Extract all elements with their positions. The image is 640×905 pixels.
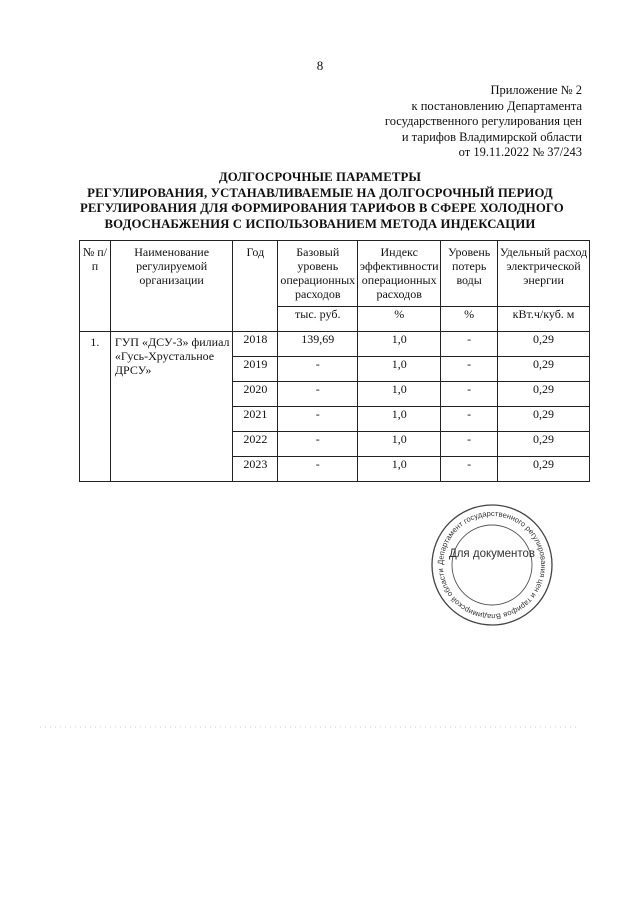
cell-index: 1,0 (358, 357, 441, 382)
unit-loss: % (441, 307, 498, 332)
cell-base: - (278, 407, 358, 432)
cell-energy: 0,29 (498, 432, 590, 457)
cell-year: 2022 (233, 432, 278, 457)
organization-name: ГУП «ДСУ-3» филиал «Гусь-Хрустальное ДРСУ» (110, 332, 233, 482)
cell-energy: 0,29 (498, 457, 590, 482)
stamp-seal-icon (430, 503, 554, 627)
header-year: Год (233, 241, 278, 332)
cell-index: 1,0 (358, 407, 441, 432)
header-base: Базовый уровень операционных расходов (278, 241, 358, 307)
cell-base: - (278, 457, 358, 482)
header-index: Индекс эффективности операционных расходов (358, 241, 441, 307)
cell-year: 2018 (233, 332, 278, 357)
cell-energy: 0,29 (498, 332, 590, 357)
appendix-block (382, 83, 582, 161)
cell-loss: - (441, 332, 498, 357)
cell-loss: - (441, 432, 498, 457)
cell-loss: - (441, 357, 498, 382)
table-row (80, 332, 590, 357)
cell-base: - (278, 382, 358, 407)
cell-year: 2021 (233, 407, 278, 432)
cell-index: 1,0 (358, 332, 441, 357)
document-title (80, 170, 564, 232)
cell-year: 2020 (233, 382, 278, 407)
header-energy: Удельный расход электрической энергии (498, 241, 590, 307)
cell-base: - (278, 357, 358, 382)
appendix-line: к постановлению Департамента (411, 98, 582, 113)
title-line: РЕГУЛИРОВАНИЯ ДЛЯ ФОРМИРОВАНИЯ ТАРИФОВ В СФЕРЕ ХОЛОДНОГО (80, 201, 564, 215)
cell-index: 1,0 (358, 432, 441, 457)
stamp-ring-text: Департамент государственного регулирования цен и тарифов Владимирской области (435, 508, 549, 622)
cell-base: - (278, 432, 358, 457)
header-org: Наименование регулируемой организации (110, 241, 233, 332)
title-line: ДОЛГОСРОЧНЫЕ ПАРАМЕТРЫ (218, 170, 422, 184)
header-loss: Уровень потерь воды (441, 241, 498, 307)
appendix-line: Приложение № 2 (490, 83, 582, 97)
appendix-line: государственного регулирования цен (384, 114, 582, 128)
row-number: 1. (80, 332, 111, 482)
official-stamp (430, 503, 554, 627)
title-line: РЕГУЛИРОВАНИЯ, УСТАНАВЛИВАЕМЫЕ НА ДОЛГОСРОЧНЫЙ ПЕРИОД (87, 185, 553, 200)
page-number: 8 (316, 58, 324, 73)
cell-loss: - (441, 457, 498, 482)
unit-base: тыс. руб. (278, 307, 358, 332)
cell-loss: - (441, 407, 498, 432)
appendix-line: и тарифов Владимирской области (401, 129, 582, 144)
appendix-line: от 19.11.2022 № 37/243 (458, 145, 582, 159)
cell-base: 139,69 (278, 332, 358, 357)
cell-energy: 0,29 (498, 357, 590, 382)
scan-artifact-dots (40, 725, 580, 729)
cell-energy: 0,29 (498, 382, 590, 407)
table-header-row (80, 241, 590, 307)
cell-index: 1,0 (358, 382, 441, 407)
parameters-table (79, 240, 590, 482)
header-num: № п/п (80, 241, 111, 332)
stamp-center-text: Для документов (448, 548, 536, 560)
unit-energy: кВт.ч/куб. м (498, 307, 590, 332)
cell-loss: - (441, 382, 498, 407)
unit-index: % (358, 307, 441, 332)
cell-energy: 0,29 (498, 407, 590, 432)
cell-index: 1,0 (358, 457, 441, 482)
cell-year: 2019 (233, 357, 278, 382)
title-line: ВОДОСНАБЖЕНИЯ С ИСПОЛЬЗОВАНИЕМ МЕТОДА ИНДЕКСАЦИИ (104, 216, 536, 231)
svg-text:Департамент государственного р (436, 509, 548, 621)
cell-year: 2023 (233, 457, 278, 482)
